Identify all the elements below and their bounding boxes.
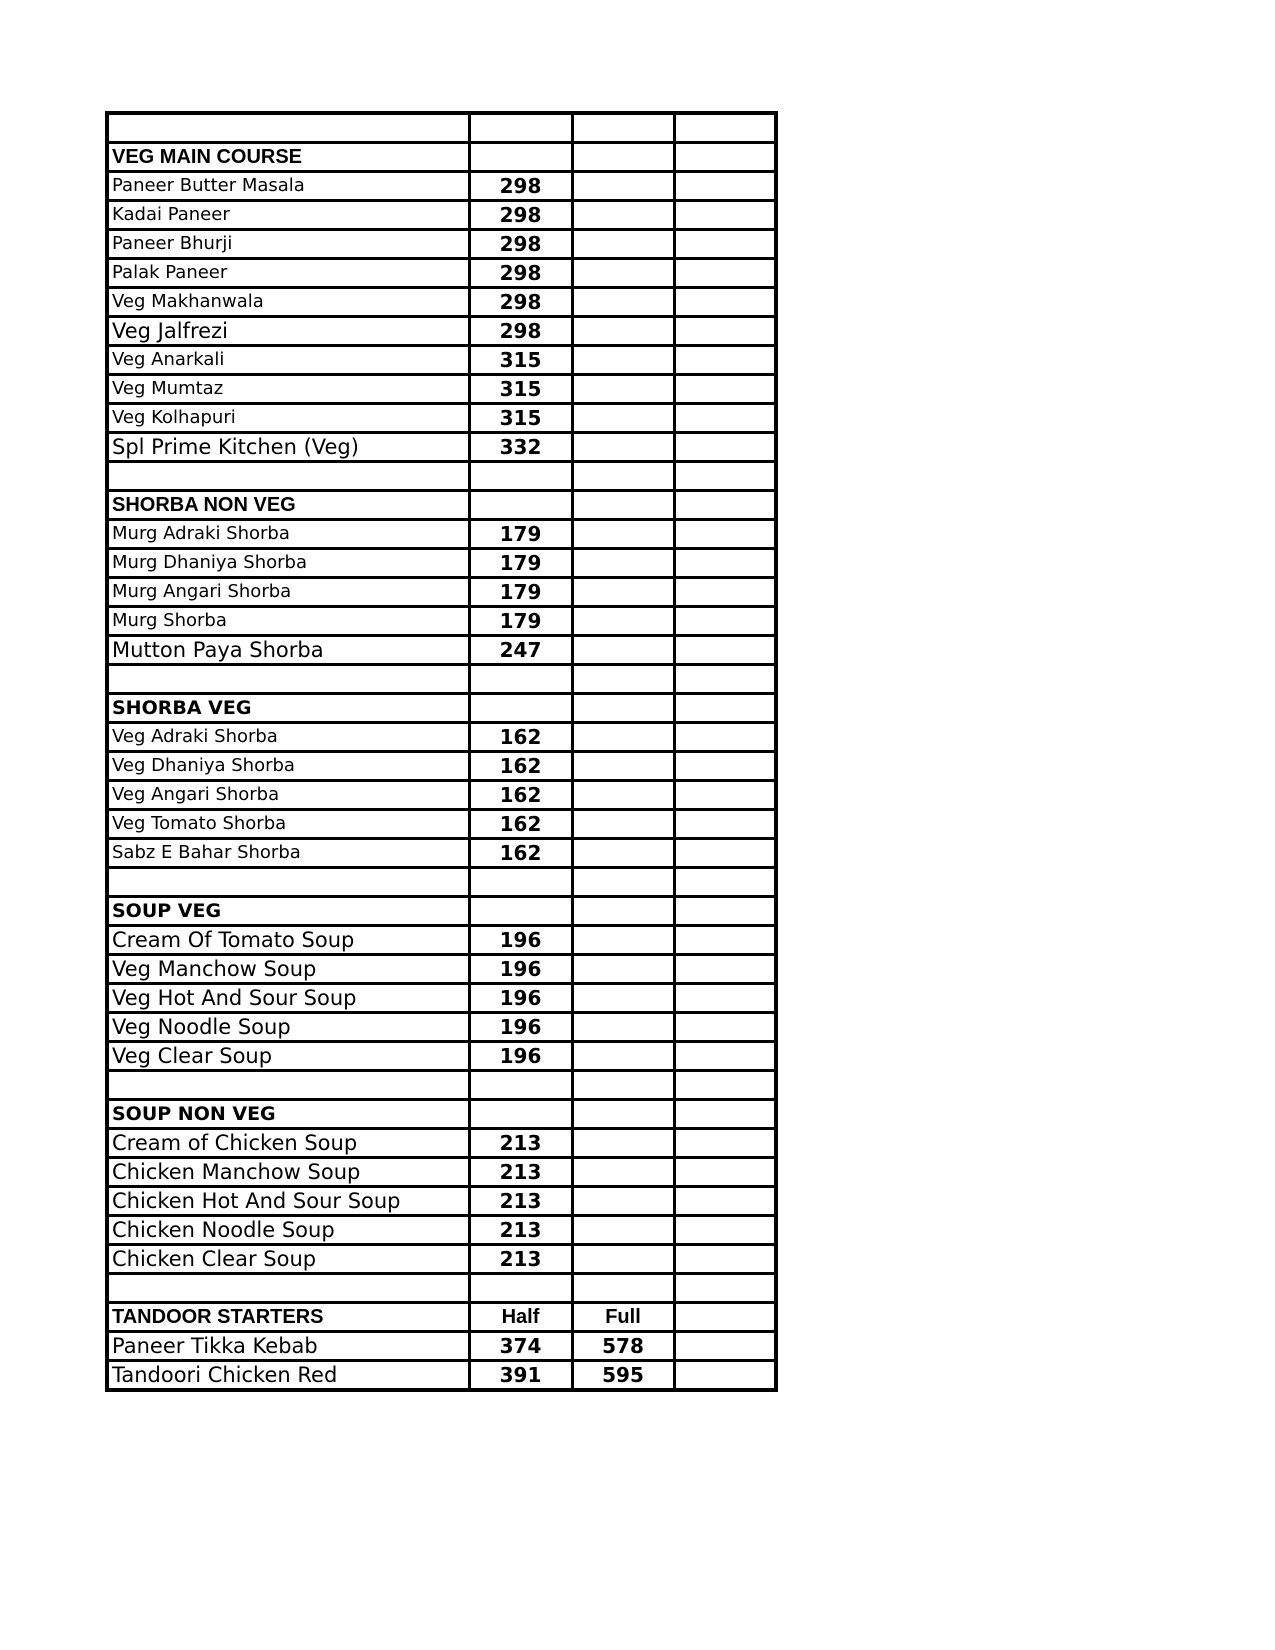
item-name: Mutton Paya Shorba bbox=[107, 636, 469, 665]
table-row bbox=[107, 172, 776, 201]
item-price: 213 bbox=[469, 1216, 572, 1245]
table-row bbox=[107, 1158, 776, 1187]
item-name: Murg Shorba bbox=[107, 607, 469, 636]
item-price: 179 bbox=[469, 520, 572, 549]
blank-row bbox=[107, 665, 776, 694]
item-price: 162 bbox=[469, 723, 572, 752]
item-price: 213 bbox=[469, 1158, 572, 1187]
item-price: 298 bbox=[469, 201, 572, 230]
table-row bbox=[107, 549, 776, 578]
item-price: 196 bbox=[469, 1013, 572, 1042]
half-column-header: Half bbox=[469, 1303, 572, 1332]
section-title: VEG MAIN COURSE bbox=[107, 143, 469, 172]
item-name: Veg Kolhapuri bbox=[107, 404, 469, 433]
item-name: Veg Noodle Soup bbox=[107, 1013, 469, 1042]
table-row bbox=[107, 810, 776, 839]
section-header-row bbox=[107, 1303, 776, 1332]
table-row bbox=[107, 1332, 776, 1361]
item-price: 162 bbox=[469, 810, 572, 839]
item-name: Tandoori Chicken Red bbox=[107, 1361, 469, 1391]
item-name: Veg Makhanwala bbox=[107, 288, 469, 317]
section-title: SOUP NON VEG bbox=[107, 1100, 469, 1129]
item-price-full: 578 bbox=[572, 1332, 674, 1361]
item-name: Veg Dhaniya Shorba bbox=[107, 752, 469, 781]
item-name: Paneer Tikka Kebab bbox=[107, 1332, 469, 1361]
item-price: 298 bbox=[469, 230, 572, 259]
table-row bbox=[107, 1129, 776, 1158]
item-price: 315 bbox=[469, 346, 572, 375]
table-row bbox=[107, 926, 776, 955]
section-header-row bbox=[107, 694, 776, 723]
table-row bbox=[107, 1042, 776, 1071]
item-name: Veg Jalfrezi bbox=[107, 317, 469, 346]
table-row bbox=[107, 317, 776, 346]
table-row bbox=[107, 404, 776, 433]
table-row bbox=[107, 1013, 776, 1042]
table-row bbox=[107, 230, 776, 259]
item-name: Veg Tomato Shorba bbox=[107, 810, 469, 839]
item-name: Chicken Noodle Soup bbox=[107, 1216, 469, 1245]
item-name: Chicken Manchow Soup bbox=[107, 1158, 469, 1187]
item-price: 247 bbox=[469, 636, 572, 665]
item-name: Veg Mumtaz bbox=[107, 375, 469, 404]
item-price: 179 bbox=[469, 578, 572, 607]
item-name: Paneer Bhurji bbox=[107, 230, 469, 259]
item-name: Murg Angari Shorba bbox=[107, 578, 469, 607]
table-row bbox=[107, 636, 776, 665]
item-name: Sabz E Bahar Shorba bbox=[107, 839, 469, 868]
table-row bbox=[107, 781, 776, 810]
table-row bbox=[107, 346, 776, 375]
item-price: 213 bbox=[469, 1187, 572, 1216]
table-row bbox=[107, 723, 776, 752]
item-price: 162 bbox=[469, 839, 572, 868]
item-name: Chicken Hot And Sour Soup bbox=[107, 1187, 469, 1216]
table-row bbox=[107, 259, 776, 288]
table-row bbox=[107, 201, 776, 230]
item-price: 196 bbox=[469, 955, 572, 984]
item-name: Murg Dhaniya Shorba bbox=[107, 549, 469, 578]
blank-row bbox=[107, 868, 776, 897]
item-name: Cream of Chicken Soup bbox=[107, 1129, 469, 1158]
item-price: 196 bbox=[469, 926, 572, 955]
item-name: Veg Clear Soup bbox=[107, 1042, 469, 1071]
item-price-full: 595 bbox=[572, 1361, 674, 1391]
item-price: 213 bbox=[469, 1129, 572, 1158]
item-price-half: 391 bbox=[469, 1361, 572, 1391]
item-name: Kadai Paneer bbox=[107, 201, 469, 230]
item-price: 298 bbox=[469, 317, 572, 346]
item-name: Paneer Butter Masala bbox=[107, 172, 469, 201]
blank-row bbox=[107, 1071, 776, 1100]
section-header-row bbox=[107, 143, 776, 172]
table-row bbox=[107, 375, 776, 404]
table-row bbox=[107, 520, 776, 549]
item-price-half: 374 bbox=[469, 1332, 572, 1361]
table-row bbox=[107, 1216, 776, 1245]
section-title: SOUP VEG bbox=[107, 897, 469, 926]
item-name: Veg Manchow Soup bbox=[107, 955, 469, 984]
table-row bbox=[107, 288, 776, 317]
section-header-row bbox=[107, 491, 776, 520]
item-price: 179 bbox=[469, 607, 572, 636]
item-price: 315 bbox=[469, 404, 572, 433]
blank-row bbox=[107, 1274, 776, 1303]
item-name: Murg Adraki Shorba bbox=[107, 520, 469, 549]
item-price: 179 bbox=[469, 549, 572, 578]
table-row bbox=[107, 984, 776, 1013]
table-row bbox=[107, 1245, 776, 1274]
item-price: 332 bbox=[469, 433, 572, 462]
item-price: 298 bbox=[469, 259, 572, 288]
item-name: Veg Anarkali bbox=[107, 346, 469, 375]
item-price: 196 bbox=[469, 1042, 572, 1071]
item-price: 315 bbox=[469, 375, 572, 404]
item-price: 196 bbox=[469, 984, 572, 1013]
table-row bbox=[107, 607, 776, 636]
section-title: SHORBA VEG bbox=[107, 694, 469, 723]
item-price: 162 bbox=[469, 752, 572, 781]
table-row bbox=[107, 433, 776, 462]
table-row bbox=[107, 1187, 776, 1216]
blank-row bbox=[107, 462, 776, 491]
item-name: Veg Adraki Shorba bbox=[107, 723, 469, 752]
table-row bbox=[107, 578, 776, 607]
table-row bbox=[107, 955, 776, 984]
item-name: Spl Prime Kitchen (Veg) bbox=[107, 433, 469, 462]
table-row bbox=[107, 1361, 776, 1391]
item-price: 213 bbox=[469, 1245, 572, 1274]
item-name: Cream Of Tomato Soup bbox=[107, 926, 469, 955]
section-title: SHORBA NON VEG bbox=[107, 491, 469, 520]
section-header-row bbox=[107, 897, 776, 926]
item-name: Chicken Clear Soup bbox=[107, 1245, 469, 1274]
section-title: TANDOOR STARTERS bbox=[107, 1303, 469, 1332]
table-row bbox=[107, 839, 776, 868]
item-price: 298 bbox=[469, 172, 572, 201]
menu-price-table bbox=[105, 111, 778, 1392]
table-row bbox=[107, 752, 776, 781]
blank-row bbox=[107, 113, 776, 143]
item-name: Veg Hot And Sour Soup bbox=[107, 984, 469, 1013]
item-name: Veg Angari Shorba bbox=[107, 781, 469, 810]
item-price: 298 bbox=[469, 288, 572, 317]
full-column-header: Full bbox=[572, 1303, 674, 1332]
section-header-row bbox=[107, 1100, 776, 1129]
item-price: 162 bbox=[469, 781, 572, 810]
item-name: Palak Paneer bbox=[107, 259, 469, 288]
